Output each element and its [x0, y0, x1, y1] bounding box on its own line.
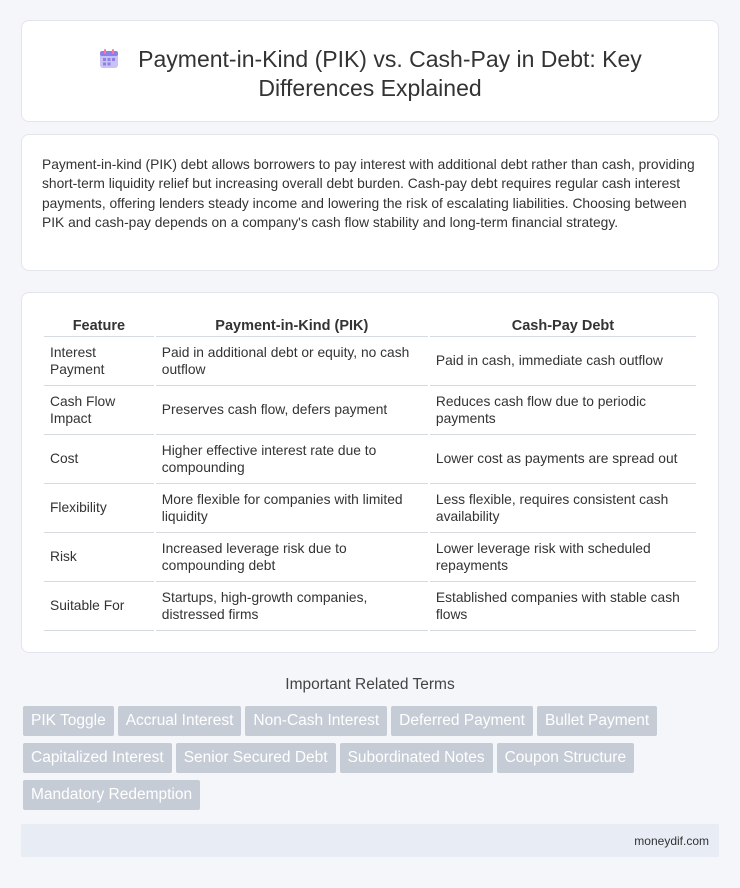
header-pik: Payment-in-Kind (PIK) [156, 315, 428, 337]
row-pik: Paid in additional debt or equity, no cash outflow [156, 337, 428, 386]
header-cash-pay: Cash-Pay Debt [430, 315, 696, 337]
calendar-icon [98, 48, 120, 70]
row-cash-pay: Lower cost as payments are spread out [430, 435, 696, 484]
related-terms-heading: Important Related Terms [285, 676, 455, 693]
row-feature: Flexibility [44, 484, 154, 533]
title-card [21, 20, 719, 122]
row-pik: Increased leverage risk due to compounding debt [156, 533, 428, 582]
row-cash-pay: Reduces cash flow due to periodic payments [430, 386, 696, 435]
title-line-2: Differences Explained [258, 75, 482, 101]
tag-subordinated-notes[interactable]: Subordinated Notes [340, 743, 493, 773]
footer [21, 824, 719, 857]
intro-paragraph: Payment-in-kind (PIK) debt allows borrowers to pay interest with additional debt rather than cash, providing short-term liquidity relief but increasing overall debt burden. Cash-pay debt requires regular cash interest payments, offering lenders steady income and lowering the risk of escalating liabilities. Choosing between PIK and cash-pay depends on a company's cash flow stability and long-term financial strategy. [42, 157, 695, 230]
comparison-card [21, 292, 719, 653]
intro-card [21, 134, 719, 271]
table-row [44, 484, 696, 533]
tag-senior-secured-debt[interactable]: Senior Secured Debt [176, 743, 336, 773]
comparison-table [42, 315, 698, 631]
row-pik: Higher effective interest rate due to compounding [156, 435, 428, 484]
title-line-1: Payment-in-Kind (PIK) vs. Cash-Pay in Debt: Key [138, 46, 642, 72]
row-feature: Cost [44, 435, 154, 484]
row-feature: Interest Payment [44, 337, 154, 386]
row-feature: Suitable For [44, 582, 154, 631]
tag-deferred-payment[interactable]: Deferred Payment [391, 706, 533, 736]
tag-bullet-payment[interactable]: Bullet Payment [537, 706, 657, 736]
page-title [22, 45, 718, 103]
tag-non-cash-interest[interactable]: Non-Cash Interest [245, 706, 387, 736]
table-row [44, 435, 696, 484]
table-row [44, 386, 696, 435]
tag-coupon-structure[interactable]: Coupon Structure [497, 743, 635, 773]
row-pik: Preserves cash flow, defers payment [156, 386, 428, 435]
row-cash-pay: Established companies with stable cash flows [430, 582, 696, 631]
table-header-row [44, 315, 696, 337]
tag-mandatory-redemption[interactable]: Mandatory Redemption [23, 780, 200, 810]
header-feature: Feature [44, 315, 154, 337]
row-feature: Risk [44, 533, 154, 582]
related-terms-list [23, 706, 713, 817]
row-cash-pay: Paid in cash, immediate cash outflow [430, 337, 696, 386]
row-pik: Startups, high-growth companies, distressed firms [156, 582, 428, 631]
table-row [44, 533, 696, 582]
row-cash-pay: Less flexible, requires consistent cash availability [430, 484, 696, 533]
tag-accrual-interest[interactable]: Accrual Interest [118, 706, 242, 736]
row-cash-pay: Lower leverage risk with scheduled repayments [430, 533, 696, 582]
row-feature: Cash Flow Impact [44, 386, 154, 435]
table-row [44, 582, 696, 631]
tag-pik-toggle[interactable]: PIK Toggle [23, 706, 114, 736]
tag-capitalized-interest[interactable]: Capitalized Interest [23, 743, 172, 773]
footer-site-link[interactable]: moneydif.com [634, 834, 709, 848]
table-row [44, 337, 696, 386]
row-pik: More flexible for companies with limited liquidity [156, 484, 428, 533]
